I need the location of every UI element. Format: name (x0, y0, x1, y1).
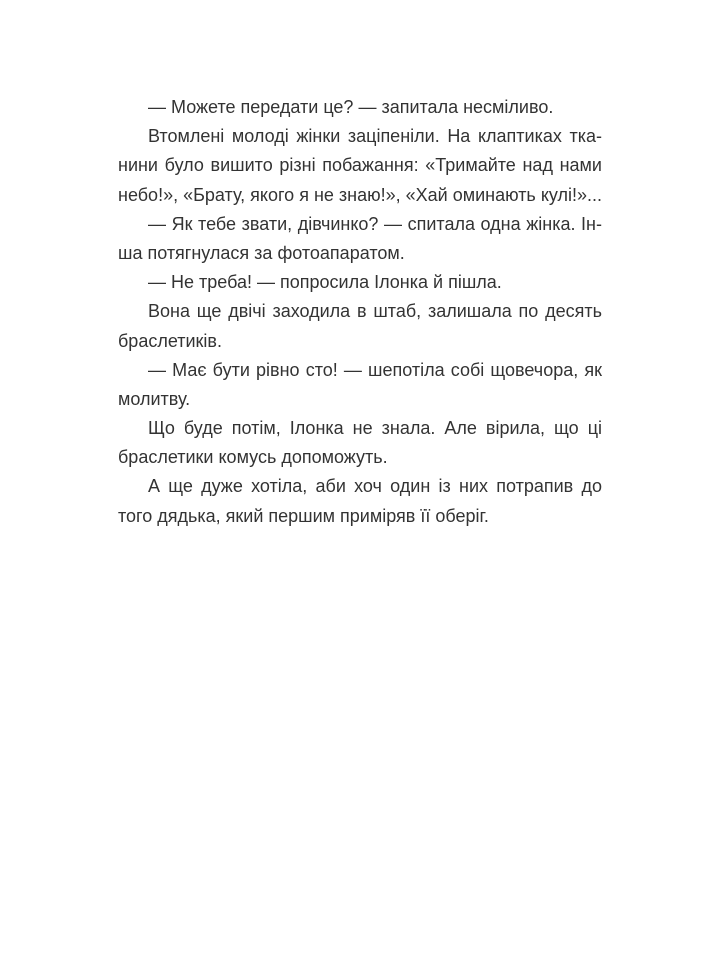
text-line: того дядька, який першим приміряв її оберіг. (118, 505, 489, 526)
text-line: А ще дуже хотіла, аби хоч один із них потрапив до (148, 476, 602, 497)
text-line: — Має бути рівно сто! — шепотіла собі щовечора, як (148, 359, 602, 380)
text-line: ша потягнулася за фотоапаратом. (118, 242, 405, 263)
text-line: Вона ще двічі заходила в штаб, залишала по десять (148, 301, 602, 322)
text-line: браслетиків. (118, 330, 222, 351)
text-line: — Можете передати це? — запитала несміливо. (148, 97, 554, 117)
body-text (118, 93, 602, 531)
text-line: браслетики комусь допоможуть. (118, 447, 388, 468)
text-line: небо!», «Брату, якого я не знаю!», «Хай оминають кулі!»... (118, 184, 603, 205)
text-line: нини було вишито різні побажання: «Тримайте над нами (118, 155, 602, 176)
text-line: — Не треба! — попросила Ілонка й пішла. (148, 272, 502, 293)
text-line: Що буде потім, Ілонка не знала. Але вірила, що ці (148, 418, 602, 439)
text-line: Втомлені молоді жінки заціпеніли. На клаптиках тка- (148, 126, 602, 147)
text-line: молитву. (118, 388, 191, 409)
text-line: — Як тебе звати, дівчинко? — спитала одна жінка. Ін- (148, 213, 602, 234)
